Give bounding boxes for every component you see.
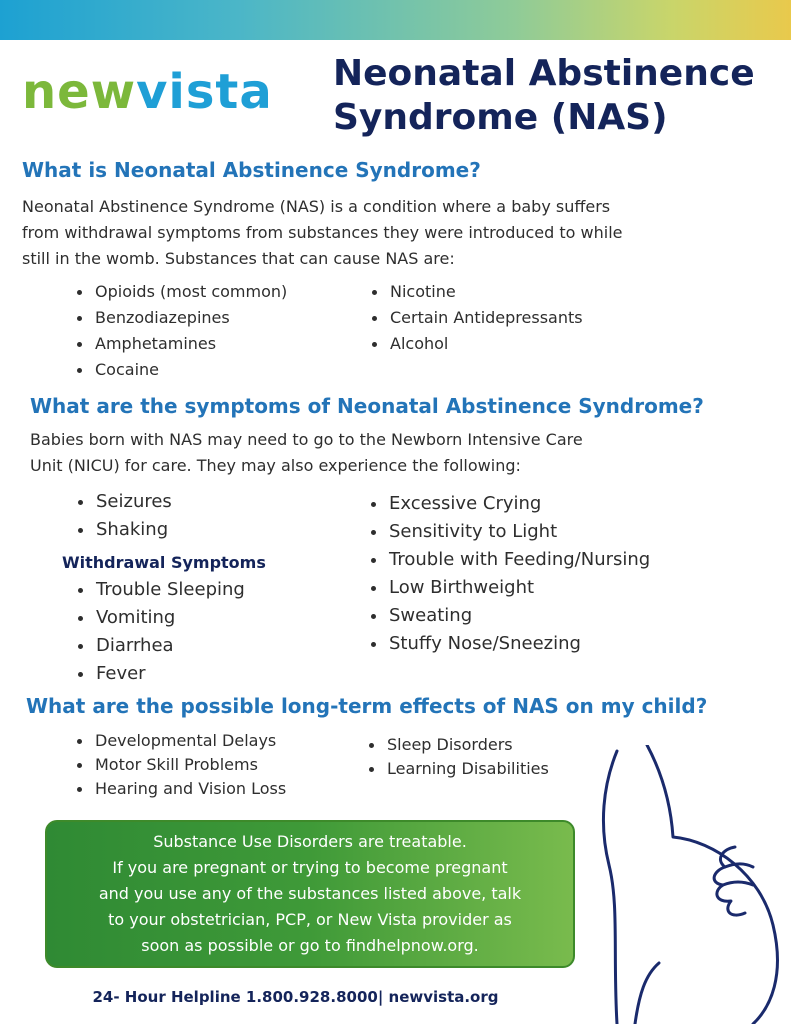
callout-line: and you use any of the substances listed above, talk [98,884,522,903]
substances-list-left [73,279,287,383]
newvista-logo: newvista [22,64,273,120]
list-item: Sleep Disorders [365,733,549,757]
title-line-1: Neonatal Abstinence [333,53,755,94]
list-item: Certain Antidepressants [368,305,583,331]
section-heading-symptoms: What are the symptoms of Neonatal Abstinence Syndrome? [30,394,704,418]
list-item: Motor Skill Problems [73,753,286,777]
list-item: Trouble Sleeping [74,576,245,604]
list-item: Low Birthweight [367,574,650,602]
paragraph-line: Neonatal Abstinence Syndrome (NAS) is a condition where a baby suffers [22,197,611,216]
treatment-callout-box [45,820,575,968]
list-item: Cocaine [73,357,287,383]
callout-line: to your obstetrician, PCP, or New Vista provider as [108,910,512,929]
section-heading-what-is-nas: What is Neonatal Abstinence Syndrome? [22,158,481,182]
paragraph-line: still in the womb. Substances that can cause NAS are: [22,249,455,268]
substances-list-right [368,279,583,357]
long-term-effects-list-left [73,729,286,801]
list-item: Vomiting [74,604,245,632]
list-item: Amphetamines [73,331,287,357]
list-item: Seizures [74,488,172,516]
list-item: Sweating [367,602,650,630]
list-item: Sensitivity to Light [367,518,650,546]
list-item: Opioids (most common) [73,279,287,305]
section-intro-what-is-nas [22,194,762,272]
symptoms-list-left [74,488,172,544]
helpline-footer: 24- Hour Helpline 1.800.928.8000| newvista.org [92,988,499,1006]
section-intro-symptoms [30,427,770,479]
long-term-effects-list-right [365,733,549,781]
list-item: Trouble with Feeding/Nursing [367,546,650,574]
withdrawal-symptoms-list [74,576,245,688]
list-item: Stuffy Nose/Sneezing [367,630,650,658]
list-item: Shaking [74,516,172,544]
title-line-2: Syndrome (NAS) [333,97,668,138]
list-item: Excessive Crying [367,490,650,518]
symptoms-list-right [367,490,650,658]
document-title [333,52,783,140]
withdrawal-symptoms-subheading: Withdrawal Symptoms [62,553,266,572]
callout-line: Substance Use Disorders are treatable. [153,832,467,851]
paragraph-line: Unit (NICU) for care. They may also experience the following: [30,456,521,475]
list-item: Alcohol [368,331,583,357]
pregnant-woman-illustration [575,745,791,1024]
list-item: Developmental Delays [73,729,286,753]
callout-line: If you are pregnant or trying to become pregnant [112,858,508,877]
paragraph-line: from withdrawal symptoms from substances they were introduced to while [22,223,623,242]
paragraph-line: Babies born with NAS may need to go to the Newborn Intensive Care [30,430,583,449]
list-item: Fever [74,660,245,688]
callout-line: soon as possible or go to findhelpnow.org. [141,936,479,955]
list-item: Benzodiazepines [73,305,287,331]
list-item: Diarrhea [74,632,245,660]
header-gradient-bar [0,0,791,40]
list-item: Learning Disabilities [365,757,549,781]
list-item: Nicotine [368,279,583,305]
list-item: Hearing and Vision Loss [73,777,286,801]
section-heading-long-term-effects: What are the possible long-term effects of NAS on my child? [26,694,708,718]
